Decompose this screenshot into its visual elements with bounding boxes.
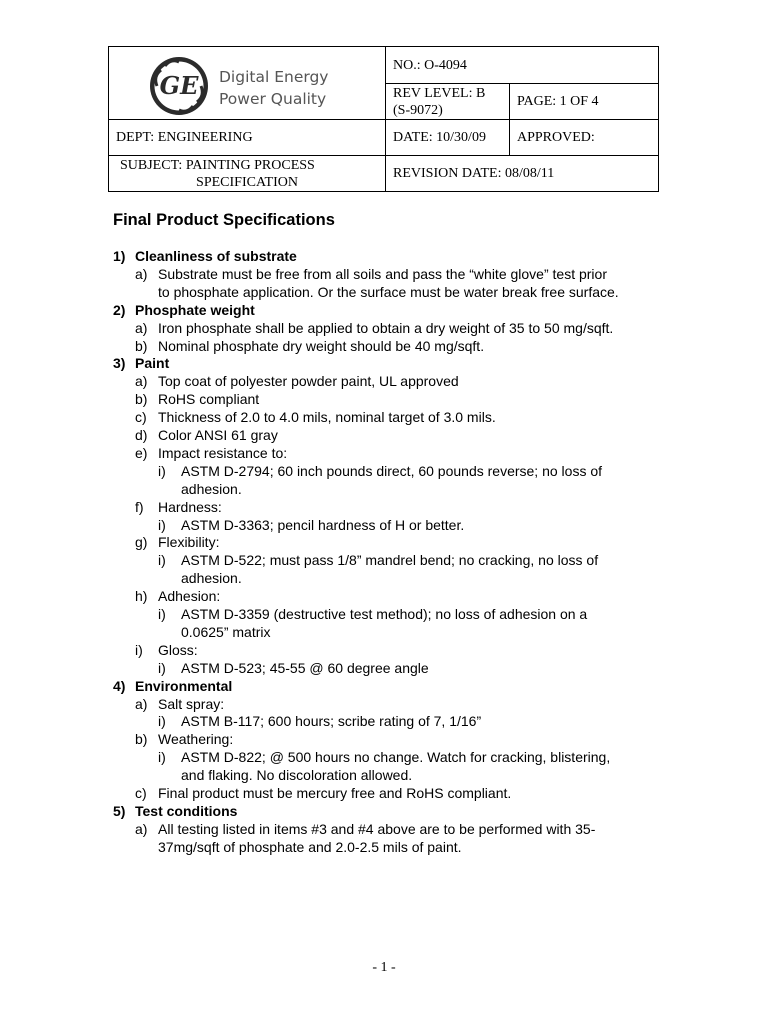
- page-count: PAGE: 1 OF 4: [517, 94, 599, 109]
- page-number: - 1 -: [372, 960, 396, 975]
- item-label: b): [135, 731, 148, 748]
- item-text: Final product must be mercury free and RoHS compliant.: [158, 785, 512, 801]
- ge-monogram-text: GE: [159, 71, 199, 100]
- approved-cell: [510, 120, 659, 156]
- ge-monogram-icon: [149, 56, 209, 116]
- sub-item-label: i): [158, 713, 166, 730]
- item-label: a): [135, 319, 148, 336]
- department: DEPT: ENGINEERING: [116, 130, 253, 145]
- item-text: Nominal phosphate dry weight should be 40 mg/sqft.: [158, 337, 485, 354]
- document-title: Final Product Specifications: [113, 211, 335, 229]
- item-text: Hardness:: [158, 498, 222, 515]
- document-header-table: [108, 46, 659, 192]
- section-title: Test conditions: [135, 802, 238, 819]
- dept-cell: [109, 120, 386, 156]
- sub-item-label: i): [158, 606, 166, 622]
- sub-item-label: i): [158, 462, 166, 479]
- item-text: Flexibility:: [158, 534, 220, 551]
- item-text: Impact resistance to:: [158, 444, 288, 461]
- item-text: Iron phosphate shall be applied to obtain a dry weight of 35 to 50 mg/sqft.: [158, 319, 614, 336]
- item-text: Adhesion:: [158, 588, 221, 605]
- subject-line-2: SPECIFICATION: [196, 174, 298, 190]
- item-text: Gloss:: [158, 641, 198, 658]
- item-text: Thickness of 2.0 to 4.0 mils, nominal target of 3.0 mils.: [158, 409, 496, 426]
- item-text: 37mg/sqft of phosphate and 2.0-2.5 mils of paint.: [158, 838, 462, 855]
- section-title: Cleanliness of substrate: [135, 248, 297, 264]
- sub-item-text: ASTM D-522; must pass 1/8” mandrel bend; no cracking, no loss of: [181, 552, 599, 569]
- item-text: All testing listed in items #3 and #4 above are to be performed with 35-: [158, 820, 596, 837]
- ge-logo: [109, 47, 385, 119]
- item-text: Top coat of polyester powder paint, UL approved: [158, 373, 459, 390]
- item-text: Color ANSI 61 gray: [158, 427, 278, 443]
- section-number: 2): [113, 301, 126, 318]
- item-label: c): [135, 409, 147, 426]
- revision-date: REVISION DATE: 08/08/11: [393, 166, 555, 181]
- item-text: to phosphate application. Or the surface must be water break free surface.: [158, 283, 619, 300]
- sub-item-label: i): [158, 749, 166, 766]
- item-label: e): [135, 444, 148, 461]
- doc-number-cell: [386, 47, 659, 84]
- sub-item-text: and flaking. No discoloration allowed.: [181, 767, 413, 784]
- item-text: Salt spray:: [158, 695, 225, 712]
- sub-item-text: ASTM D-2794; 60 inch pounds direct, 60 pounds reverse; no loss of: [181, 462, 603, 479]
- issue-date: DATE: 10/30/09: [393, 130, 486, 145]
- subject-line-1: SUBJECT: PAINTING PROCESS: [120, 157, 315, 173]
- item-label: b): [135, 391, 148, 408]
- brand-line-2: Power Quality: [219, 90, 327, 108]
- sub-item-text: 0.0625” matrix: [181, 623, 271, 640]
- item-label: d): [135, 427, 148, 443]
- date-cell: [386, 120, 510, 156]
- sub-item-label: i): [158, 552, 166, 569]
- section-number: 3): [113, 355, 126, 372]
- rev-code: (S-9072): [393, 102, 443, 118]
- sub-item-text: adhesion.: [181, 480, 242, 497]
- doc-number: NO.: O-4094: [393, 57, 467, 73]
- revision-date-cell: [386, 156, 659, 192]
- item-label: g): [135, 534, 148, 551]
- sub-item-text: adhesion.: [181, 570, 242, 587]
- brand-line-1: Digital Energy: [219, 68, 329, 86]
- section-title: Paint: [135, 355, 170, 372]
- sub-item-label: i): [158, 516, 166, 533]
- item-label: a): [135, 820, 148, 837]
- section-title: Phosphate weight: [135, 301, 255, 318]
- approved-label: APPROVED:: [517, 130, 595, 145]
- sub-item-text: ASTM D-523; 45-55 @ 60 degree angle: [181, 659, 429, 676]
- sub-item-text: ASTM D-822; @ 500 hours no change. Watch for cracking, blistering,: [181, 749, 611, 766]
- item-label: f): [135, 498, 144, 515]
- brand-name: [219, 66, 328, 110]
- sub-item-text: ASTM B-117; 600 hours; scribe rating of 7, 1/16”: [181, 713, 482, 730]
- item-label: a): [135, 265, 148, 282]
- page-cell: [510, 84, 659, 120]
- rev-level: REV LEVEL: B: [393, 85, 486, 101]
- section-number: 4): [113, 677, 126, 694]
- item-label: i): [135, 641, 143, 658]
- item-text: Substrate must be free from all soils and pass the “white glove” test prior: [158, 265, 607, 282]
- sub-item-text: ASTM D-3359 (destructive test method); no loss of adhesion on a: [181, 606, 588, 622]
- item-label: h): [135, 588, 148, 605]
- item-text: RoHS compliant: [158, 391, 260, 408]
- sub-item-label: i): [158, 659, 166, 676]
- subject-cell: [109, 156, 386, 192]
- item-text: Weathering:: [158, 731, 234, 748]
- logo-cell: [109, 47, 386, 120]
- rev-level-cell: [386, 84, 510, 120]
- section-number: 1): [113, 248, 126, 264]
- item-label: a): [135, 373, 148, 390]
- section-number: 5): [113, 802, 126, 819]
- item-label: b): [135, 337, 148, 354]
- sub-item-text: ASTM D-3363; pencil hardness of H or better.: [181, 516, 465, 533]
- item-label: a): [135, 695, 148, 712]
- section-title: Environmental: [135, 677, 233, 694]
- item-label: c): [135, 785, 147, 801]
